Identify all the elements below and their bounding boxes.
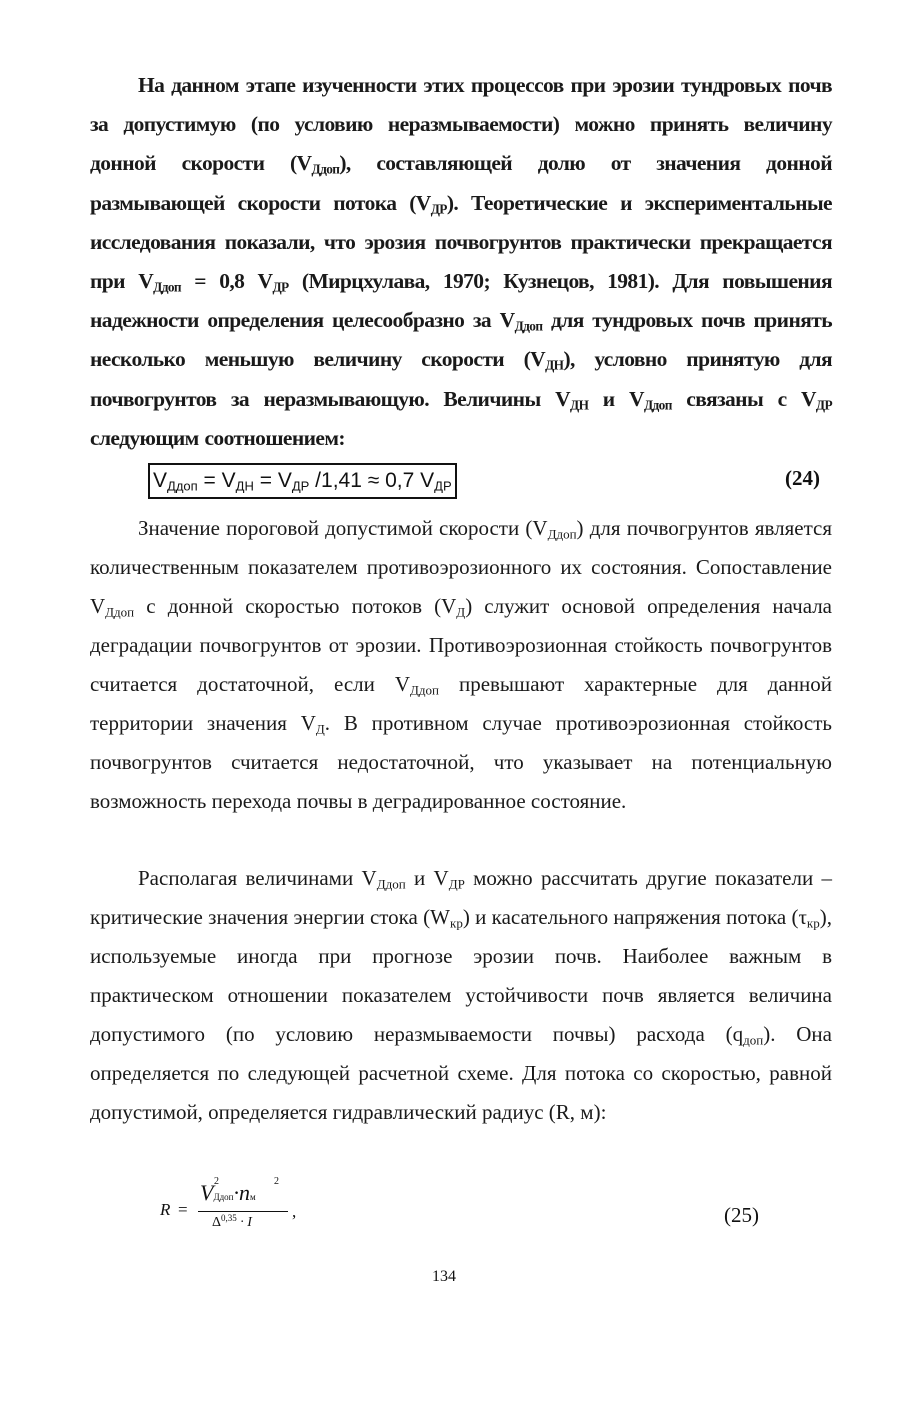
subscript: Ддоп: [105, 604, 135, 620]
equation-number-24: (24): [785, 466, 820, 490]
formula-25: [160, 1176, 300, 1240]
subscript: доп: [743, 1032, 764, 1048]
text: . В противном случае противоэрозионная стойкость почвогрунтов считается недостаточной, что указывает на потенциальную возможность перехода почвы в деградированное состояние.: [90, 711, 832, 813]
subscript: кр: [450, 915, 463, 931]
var-v: V: [200, 1180, 214, 1205]
dot: ·: [233, 1180, 239, 1205]
subscript: Ддоп: [643, 397, 672, 413]
fraction-bar: [198, 1211, 288, 1212]
text: и V: [405, 866, 449, 890]
text: ). Теоретические и экспериментальные исследования показали, что эрозия почвогрунтов практически прекращается при V: [90, 190, 832, 294]
subscript: ДР: [291, 478, 310, 494]
text: V: [153, 469, 168, 492]
superscript: 2: [214, 1176, 219, 1187]
formula-24: [148, 463, 457, 499]
subscript: Ддоп: [547, 526, 577, 542]
text: · I: [236, 1215, 252, 1230]
subscript: Ддоп: [514, 318, 543, 334]
subscript: Ддоп: [153, 279, 181, 295]
subscript: ДР: [448, 876, 465, 892]
text: и V: [588, 386, 644, 411]
superscript: 0,35: [221, 1213, 237, 1223]
text: ) служит основой определения начала деградации почвогрунтов от эрозии. Противоэрозионная стойкость почвогрунтов считается достаточной, если V: [90, 594, 833, 696]
superscript: 2: [274, 1176, 279, 1187]
subscript: ДР: [272, 279, 289, 295]
text: ), составляющей долю от значения донной размывающей скорости потока (V: [90, 151, 832, 215]
subscript: Ддоп: [167, 478, 198, 494]
text: Располагая величинами V: [138, 866, 377, 890]
text: ). Она определяется по следующей расчетной схеме. Для потока со скоростью, равной допустимой, определяется гидравлический радиус (R, м):: [90, 1022, 832, 1124]
paragraph-1: [90, 66, 832, 458]
text: Значение пороговой допустимой скорости (V: [138, 516, 548, 540]
subscript: ДР: [815, 397, 833, 413]
subscript: ДР: [430, 201, 447, 217]
formula-numerator: [200, 1176, 279, 1206]
var-n: n: [239, 1180, 250, 1205]
text: для тундровых почв принять несколько меньшую величину скорости (V: [90, 308, 833, 372]
formula-denominator: [212, 1213, 252, 1231]
page-number: 134: [432, 1268, 456, 1285]
text: ), используемые иногда при прогнозе эрозии почв. Наиболее важным в практическом отношении показателем устойчивости почв является величина допустимого (по условию неразмываемости почвы) расхода (q: [90, 905, 832, 1046]
text: На данном этапе изученности этих процессов при эрозии тундровых почв за допустимую (по условию неразмываемости) можно принять величину донной скорости (V: [90, 73, 832, 176]
text: (Мирцхулава, 1970; Кузнецов, 1981). Для повышения надежности определения целесообразно за V: [90, 269, 832, 333]
text: следующим соотношением:: [90, 425, 345, 450]
text: ) для почвогрунтов является количественным показателем противоэрозионного их состояния. Сопоставление V: [90, 516, 833, 618]
text: /1,41 ≈ 0,7 V: [309, 469, 435, 492]
subscript: Ддоп: [311, 162, 340, 178]
text: = 0,8 V: [181, 269, 273, 294]
equation-number-25: (25): [724, 1203, 759, 1227]
text: с донной скоростью потоков (V: [134, 594, 457, 618]
paragraph-2: [90, 509, 832, 821]
text: = V: [197, 469, 236, 492]
formula-equals: =: [178, 1200, 188, 1219]
subscript: ДР: [434, 478, 452, 494]
subscript: Ддоп: [410, 682, 439, 698]
subscript: Ддоп: [213, 1192, 234, 1202]
formula-lhs: R: [160, 1200, 171, 1219]
text: можно рассчитать другие показатели – критические значения энергии стока (W: [90, 866, 833, 929]
subscript: ДН: [570, 397, 589, 413]
subscript: Д: [315, 721, 325, 737]
text: ), условно принятую для почвогрунтов за неразмывающую. Величины V: [90, 347, 832, 411]
text: превышают характерные для данной территории значения V: [90, 672, 833, 735]
subscript: ДН: [545, 358, 564, 374]
paragraph-3: [90, 859, 832, 1132]
subscript: ДН: [235, 478, 254, 494]
subscript: м: [250, 1192, 256, 1202]
formula-comma: ,: [292, 1202, 297, 1221]
text: ) и касательного напряжения потока (τ: [462, 905, 807, 929]
text: = V: [253, 469, 292, 492]
subscript: Ддоп: [376, 876, 406, 892]
var-delta: Δ: [212, 1215, 222, 1230]
subscript: кр: [806, 915, 820, 931]
subscript: Д: [456, 604, 466, 620]
text: связаны с V: [671, 386, 816, 411]
